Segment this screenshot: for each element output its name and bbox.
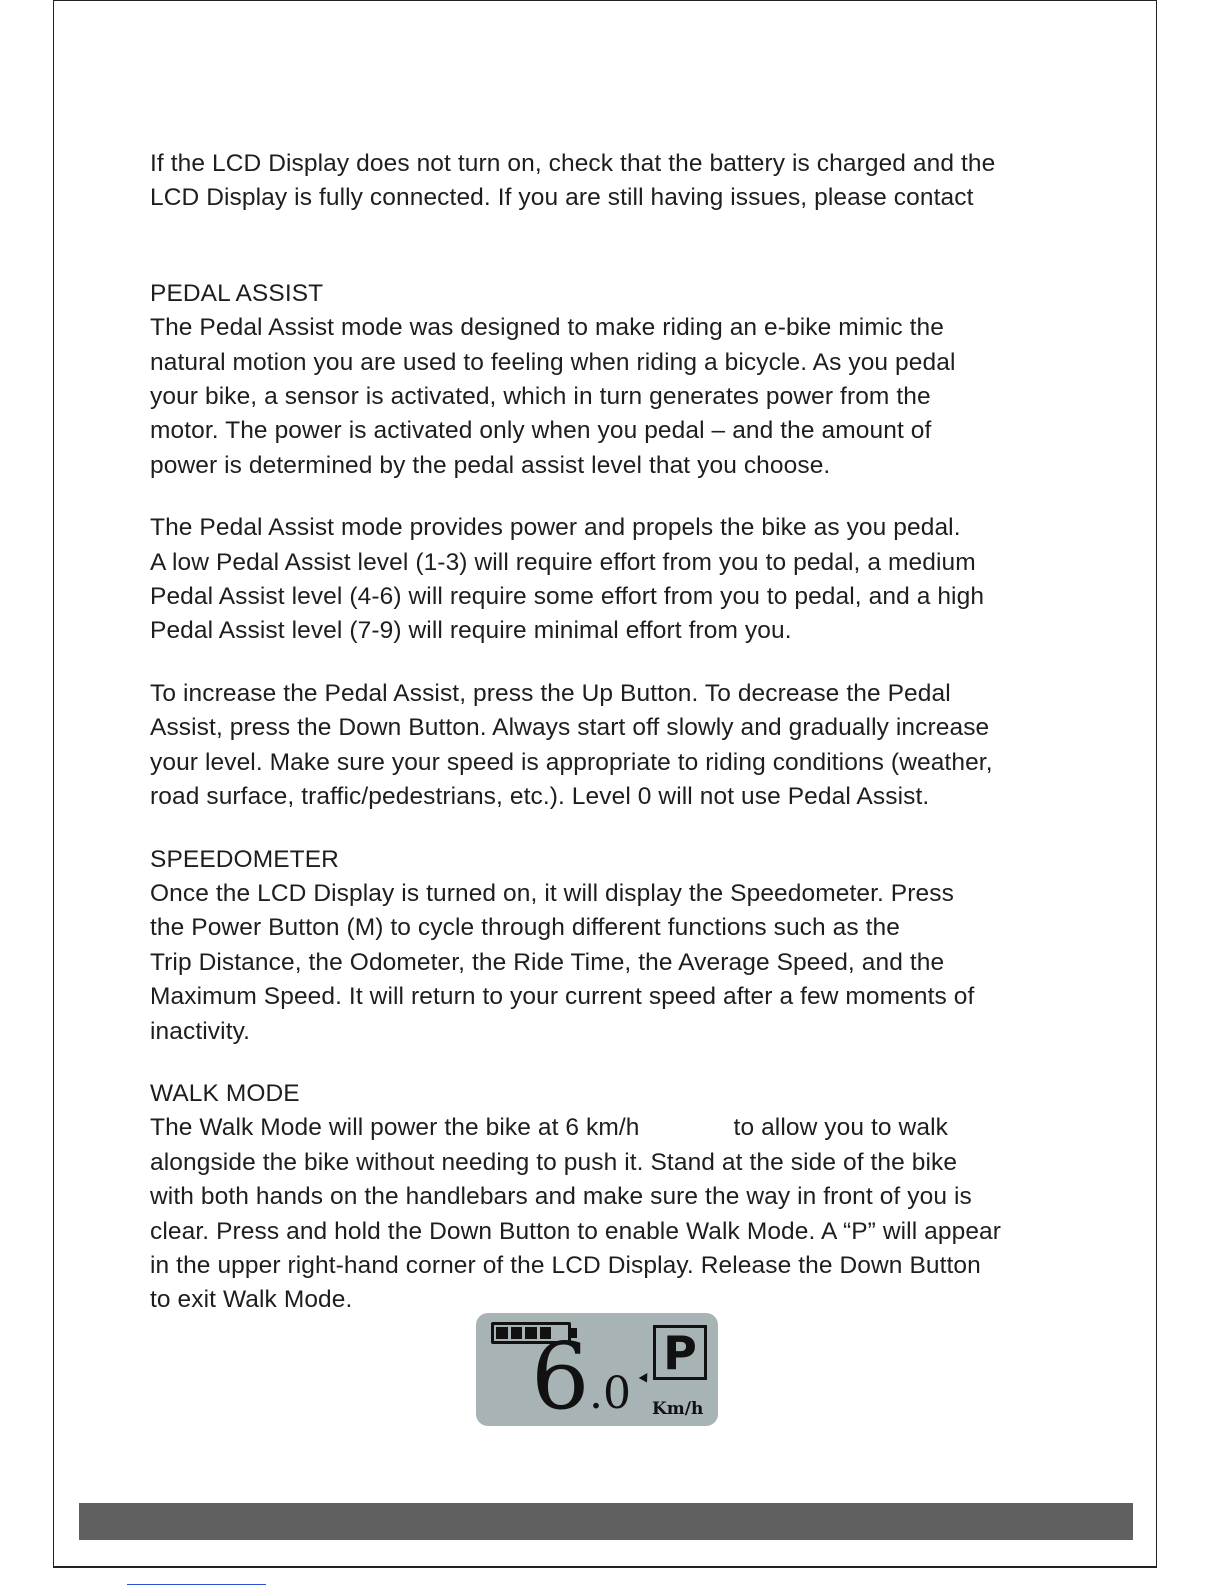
walk-speed-value: 6 km/h <box>565 1114 640 1142</box>
text-line <box>150 1111 1095 1145</box>
text-line: Once the LCD Display is turned on, it will display the Speedometer. Press <box>150 879 954 907</box>
lcd-display-image <box>476 1313 718 1430</box>
walk-mode-indicator: P <box>653 1325 707 1380</box>
text-line: Assist, press the Down Button. Always start off slowly and gradually increase <box>150 714 990 742</box>
text-line: Pedal Assist level (7-9) will require minimal effort from you. <box>150 617 792 645</box>
text-line: your level. Make sure your speed is appropriate to riding conditions (weather, <box>150 748 993 776</box>
text-line: A low Pedal Assist level (1-3) will require effort from you to pedal, a medium <box>150 548 976 576</box>
walk-mode-line-end: to allow you to walk <box>733 1114 948 1142</box>
text-line: road surface, traffic/pedestrians, etc.). Level 0 will not use Pedal Assist. <box>150 783 930 811</box>
battery-segment <box>511 1327 523 1339</box>
manual-content <box>150 147 1095 1318</box>
pedal-assist-paragraph-3 <box>150 677 1095 815</box>
text-line: the Power Button (M) to cycle through different functions such as the <box>150 914 901 942</box>
text-line: LCD Display is fully connected. If you are still having issues, please contact <box>150 184 974 212</box>
text-line: in the upper right-hand corner of the LCD Display. Release the Down Button <box>150 1251 981 1279</box>
battery-segment <box>496 1327 508 1339</box>
pedal-assist-paragraph-1 <box>150 311 1095 483</box>
pedal-assist-heading: PEDAL ASSIST <box>150 279 324 307</box>
lcd-speed-decimal: .0 <box>589 1368 631 1419</box>
text-line: The Pedal Assist mode provides power and propels the bike as you pedal. <box>150 514 961 542</box>
text-line: to exit Walk Mode. <box>150 1286 353 1314</box>
lcd-speed-unit: Km/h <box>652 1399 704 1419</box>
text-line: inactivity. <box>150 1017 251 1045</box>
text-line: clear. Press and hold the Down Button to enable Walk Mode. A “P” will appear <box>150 1217 1002 1245</box>
walk-mode-line-start: The Walk Mode will power the bike at <box>150 1114 559 1142</box>
text-line: power is determined by the pedal assist level that you choose. <box>150 451 831 479</box>
text-line: Trip Distance, the Odometer, the Ride Time, the Average Speed, and the <box>150 948 945 976</box>
speedometer-heading: SPEEDOMETER <box>150 845 339 873</box>
text-line: with both hands on the handlebars and make sure the way in front of you is <box>150 1183 972 1211</box>
speedometer-paragraph <box>150 877 1095 1049</box>
text-line: Pedal Assist level (4-6) will require some effort from you to pedal, and a high <box>150 583 985 611</box>
walk-mode-heading: WALK MODE <box>150 1079 300 1107</box>
intro-paragraph <box>150 147 1095 216</box>
pedal-assist-paragraph-2 <box>150 511 1095 649</box>
lcd-indicator-mark <box>639 1373 652 1385</box>
text-line: If the LCD Display does not turn on, check that the battery is charged and the <box>150 150 996 177</box>
text-line: your bike, a sensor is activated, which in turn generates power from the <box>150 383 931 411</box>
footer-bar <box>79 1503 1133 1540</box>
text-line: natural motion you are used to feeling when riding a bicycle. As you pedal <box>150 348 956 376</box>
text-line: To increase the Pedal Assist, press the Up Button. To decrease the Pedal <box>150 679 951 707</box>
text-line: The Pedal Assist mode was designed to make riding an e-bike mimic the <box>150 314 945 342</box>
text-line: alongside the bike without needing to push it. Stand at the side of the bike <box>150 1148 958 1176</box>
lcd-speed-integer: 6 <box>531 1323 590 1430</box>
text-line: Maximum Speed. It will return to your current speed after a few moments of <box>150 983 975 1011</box>
walk-mode-paragraph <box>150 1111 1095 1317</box>
text-line: motor. The power is activated only when you pedal – and the amount of <box>150 417 932 445</box>
